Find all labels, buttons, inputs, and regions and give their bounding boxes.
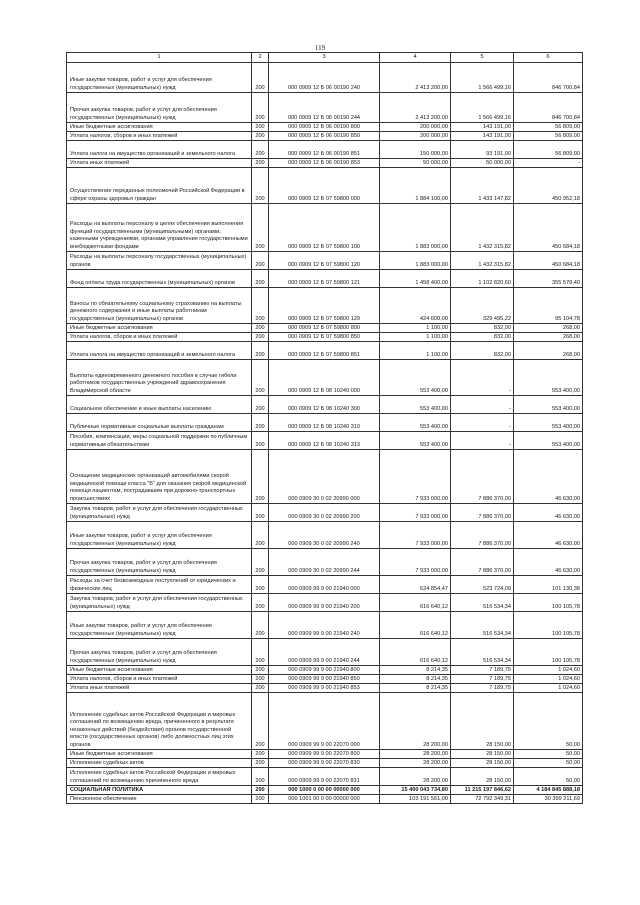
cell-fact: 832,00	[451, 324, 514, 333]
table-row	[67, 324, 583, 333]
cell-kbk: 000 0909 12 Б 07 59800 851	[269, 342, 380, 360]
cell-rest: 268,00	[514, 333, 583, 342]
cell-code: 200	[252, 432, 269, 450]
cell-name: Прочая закупка товаров, работ и услуг для обеспечения государственных (муниципальных) нужд	[67, 549, 252, 576]
cell-rest: 450 684,18	[514, 252, 583, 270]
cell-rest: 553 400,00	[514, 396, 583, 414]
cell-plan: 28 200,00	[380, 693, 451, 750]
cell-name: Исполнение судебных актов Российской Федерации и мировых соглашений по возмещению вреда, причиненного в результате незаконных действий (бездействия) органов государственной власти (государственных органов) либо должностных лиц этих органов	[67, 693, 252, 750]
table-row	[67, 132, 583, 141]
cell-name: Уплата налогов, сборов и иных платежей	[67, 675, 252, 684]
cell-kbk: 000 0909 30 0 02 20990 200	[269, 504, 380, 522]
cell-kbk: 000 0909 30 0 02 20990 000	[269, 450, 380, 504]
cell-rest: 95 104,78	[514, 288, 583, 324]
cell-rest: 355 579,40	[514, 270, 583, 288]
cell-fact: 28 150,00	[451, 759, 514, 768]
cell-code: 200	[252, 594, 269, 612]
cell-rest: 553 400,00	[514, 432, 583, 450]
budget-execution-table	[66, 52, 583, 804]
cell-name: Исполнение судебных актов	[67, 759, 252, 768]
table-row	[67, 675, 583, 684]
cell-name: Иные закупки товаров, работ и услуг для обеспечения государственных (муниципальных) нужд	[67, 522, 252, 549]
cell-code: 200	[252, 123, 269, 132]
table-row	[67, 141, 583, 159]
cell-kbk: 000 0909 12 Б 08 10240 000	[269, 360, 380, 396]
page-number: 119	[314, 44, 326, 52]
cell-name: Иные бюджетные ассигнования	[67, 324, 252, 333]
cell-name: Расходы на выплаты персоналу в целях обеспечения выполнения функций государственными (муниципальными) органами, казенными учреждениями, органами управления государственными внебюджетными фондами	[67, 204, 252, 252]
cell-name: Выплаты единовременного денежного пособия в случае гибели работников государственных учреждений здравоохранения Владимирской области	[67, 360, 252, 396]
cell-rest: 56 809,00	[514, 132, 583, 141]
cell-name: Взносы по обязательному социальному страхованию на выплаты денежного содержания и иные выплаты работникам государственных (муниципальных) органов	[67, 288, 252, 324]
cell-fact: 1 566 499,16	[451, 63, 514, 93]
cell-code: 200	[252, 168, 269, 204]
cell-kbk: 000 0909 12 Б 06 00190 244	[269, 93, 380, 123]
cell-rest: 268,00	[514, 324, 583, 333]
table-row	[67, 123, 583, 132]
cell-code: 200	[252, 795, 269, 804]
cell-fact: 7 189,75	[451, 684, 514, 693]
cell-code: 200	[252, 204, 269, 252]
cell-name: Социальное обеспечение и иные выплаты населению	[67, 396, 252, 414]
cell-plan: 1 883 000,00	[380, 252, 451, 270]
cell-kbk: 000 0909 12 Б 06 00190 851	[269, 141, 380, 159]
cell-plan: 200 000,00	[380, 132, 451, 141]
cell-kbk: 000 0909 99 9 00 21940 000	[269, 576, 380, 594]
cell-rest: 553 400,00	[514, 414, 583, 432]
cell-fact: -	[451, 414, 514, 432]
cell-rest: 100 105,78	[514, 612, 583, 639]
cell-plan: 2 413 200,00	[380, 93, 451, 123]
cell-plan: 1 884 100,00	[380, 168, 451, 204]
cell-fact: 516 534,34	[451, 639, 514, 666]
table-row	[67, 360, 583, 396]
cell-code: 200	[252, 324, 269, 333]
cell-rest: 50,00	[514, 750, 583, 759]
cell-name: Прочая закупка товаров, работ и услуг для обеспечения государственных (муниципальных) нужд	[67, 639, 252, 666]
cell-rest: 50,00	[514, 693, 583, 750]
cell-rest: 50,00	[514, 759, 583, 768]
cell-rest: 100 105,78	[514, 594, 583, 612]
cell-plan: 424 600,00	[380, 288, 451, 324]
cell-kbk: 000 0909 12 Б 07 59800 129	[269, 288, 380, 324]
column-header: 1	[67, 53, 252, 63]
cell-name: Иные закупки товаров, работ и услуг для обеспечения государственных (муниципальных) нужд	[67, 612, 252, 639]
table-row	[67, 432, 583, 450]
cell-plan: 15 400 043 734,80	[380, 786, 451, 795]
cell-rest: 846 700,84	[514, 93, 583, 123]
cell-plan: 1 100,00	[380, 333, 451, 342]
cell-fact: 1 566 499,16	[451, 93, 514, 123]
column-header: 2	[252, 53, 269, 63]
cell-name: Уплата иных платежей	[67, 159, 252, 168]
cell-kbk: 000 0909 12 Б 08 10240 310	[269, 414, 380, 432]
cell-rest: -	[514, 159, 583, 168]
column-header: 5	[451, 53, 514, 63]
cell-code: 200	[252, 132, 269, 141]
cell-kbk: 000 0909 99 9 00 22070 831	[269, 768, 380, 786]
table-row	[67, 522, 583, 549]
cell-fact: 516 534,34	[451, 612, 514, 639]
cell-rest: 450 952,18	[514, 168, 583, 204]
cell-kbk: 000 0909 99 9 00 22070 000	[269, 693, 380, 750]
cell-kbk: 000 1000 0 00 00 00000 000	[269, 786, 380, 795]
cell-rest: 1 024,60	[514, 666, 583, 675]
cell-name: Публичные нормативные социальные выплаты гражданам	[67, 414, 252, 432]
cell-code: 200	[252, 504, 269, 522]
table-row	[67, 750, 583, 759]
cell-code: 200	[252, 396, 269, 414]
cell-plan: 616 640,12	[380, 639, 451, 666]
cell-fact: 7 886 370,00	[451, 450, 514, 504]
table-row	[67, 204, 583, 252]
cell-plan: 28 200,00	[380, 750, 451, 759]
cell-code: 200	[252, 786, 269, 795]
table-row	[67, 576, 583, 594]
cell-plan: 7 933 000,00	[380, 522, 451, 549]
table-row	[67, 252, 583, 270]
cell-plan: 1 100,00	[380, 342, 451, 360]
table-row	[67, 684, 583, 693]
cell-plan: 1 458 400,00	[380, 270, 451, 288]
cell-code: 200	[252, 639, 269, 666]
table-row	[67, 549, 583, 576]
column-header: 4	[380, 53, 451, 63]
cell-fact: -	[451, 360, 514, 396]
cell-plan: 616 640,12	[380, 612, 451, 639]
cell-fact: 7 886 370,00	[451, 522, 514, 549]
table-row	[67, 594, 583, 612]
cell-rest: 1 024,60	[514, 684, 583, 693]
column-header: 3	[269, 53, 380, 63]
cell-kbk: 000 0909 99 9 00 21940 853	[269, 684, 380, 693]
cell-kbk: 000 0909 12 Б 07 59800 000	[269, 168, 380, 204]
cell-code: 200	[252, 360, 269, 396]
cell-rest: 46 630,00	[514, 504, 583, 522]
cell-rest: 101 130,38	[514, 576, 583, 594]
cell-fact: 516 534,34	[451, 594, 514, 612]
cell-plan: 7 933 000,00	[380, 504, 451, 522]
cell-kbk: 000 0909 12 Б 07 59800 120	[269, 252, 380, 270]
cell-fact: 11 215 197 846,62	[451, 786, 514, 795]
cell-plan: 616 640,12	[380, 594, 451, 612]
table-row	[67, 768, 583, 786]
cell-code: 200	[252, 414, 269, 432]
cell-code: 200	[252, 450, 269, 504]
cell-name: Уплата иных платежей	[67, 684, 252, 693]
cell-code: 200	[252, 684, 269, 693]
table-row	[67, 333, 583, 342]
cell-code: 200	[252, 666, 269, 675]
cell-name: Уплата налогов, сборов и иных платежей	[67, 333, 252, 342]
cell-name: Иные бюджетные ассигнования	[67, 750, 252, 759]
cell-fact: 93 191,00	[451, 141, 514, 159]
cell-name: Исполнение судебных актов Российской Федерации и мировых соглашений по возмещению причиненного вреда	[67, 768, 252, 786]
table-row	[67, 159, 583, 168]
cell-plan: 8 214,35	[380, 666, 451, 675]
cell-plan: 553 400,00	[380, 396, 451, 414]
cell-code: 200	[252, 768, 269, 786]
cell-code: 200	[252, 759, 269, 768]
table-row	[67, 504, 583, 522]
cell-plan: 8 214,35	[380, 684, 451, 693]
cell-name: Уплата налога на имущество организаций и земельного налога	[67, 141, 252, 159]
cell-kbk: 000 0909 30 0 02 20990 244	[269, 549, 380, 576]
cell-rest: 56 809,00	[514, 141, 583, 159]
cell-code: 200	[252, 333, 269, 342]
cell-rest: 846 700,84	[514, 63, 583, 93]
cell-plan: 553 400,00	[380, 432, 451, 450]
cell-plan: 150 000,00	[380, 141, 451, 159]
cell-rest: 46 630,00	[514, 549, 583, 576]
cell-fact: 523 724,09	[451, 576, 514, 594]
cell-plan: 28 200,00	[380, 759, 451, 768]
cell-kbk: 000 0909 99 9 00 22070 830	[269, 759, 380, 768]
cell-rest: 30 399 211,69	[514, 795, 583, 804]
cell-plan: 200 000,00	[380, 123, 451, 132]
cell-code: 200	[252, 612, 269, 639]
cell-kbk: 000 1001 00 0 00 00000 000	[269, 795, 380, 804]
cell-code: 200	[252, 141, 269, 159]
cell-fact: 143 191,00	[451, 123, 514, 132]
cell-fact: 143 191,00	[451, 132, 514, 141]
cell-plan: 553 400,00	[380, 360, 451, 396]
table-row	[67, 63, 583, 93]
cell-name: Пенсионное обеспечение	[67, 795, 252, 804]
cell-name: СОЦИАЛЬНАЯ ПОЛИТИКА	[67, 786, 252, 795]
cell-code: 200	[252, 159, 269, 168]
cell-kbk: 000 0909 99 9 00 21940 240	[269, 612, 380, 639]
cell-kbk: 000 0909 12 Б 06 00190 800	[269, 123, 380, 132]
cell-fact: 28 150,00	[451, 693, 514, 750]
table-row	[67, 342, 583, 360]
cell-rest: 268,00	[514, 342, 583, 360]
table-row	[67, 693, 583, 750]
cell-code: 200	[252, 576, 269, 594]
cell-rest: 56 809,00	[514, 123, 583, 132]
cell-fact: 1 432 315,82	[451, 252, 514, 270]
cell-rest: 46 630,00	[514, 522, 583, 549]
cell-fact: 50 000,00	[451, 159, 514, 168]
cell-plan: 553 400,00	[380, 414, 451, 432]
cell-fact: 1 432 315,82	[451, 204, 514, 252]
table-row	[67, 396, 583, 414]
cell-rest: 450 684,18	[514, 204, 583, 252]
cell-fact: 1 433 147,82	[451, 168, 514, 204]
cell-plan: 7 933 000,00	[380, 549, 451, 576]
cell-plan: 1 883 000,00	[380, 204, 451, 252]
cell-fact: 832,00	[451, 342, 514, 360]
cell-fact: -	[451, 432, 514, 450]
cell-fact: 1 102 820,60	[451, 270, 514, 288]
cell-kbk: 000 0909 12 Б 06 00190 850	[269, 132, 380, 141]
cell-kbk: 000 0909 99 9 00 22070 800	[269, 750, 380, 759]
cell-code: 200	[252, 342, 269, 360]
cell-fact: 28 150,00	[451, 750, 514, 759]
cell-fact: 7 886 370,00	[451, 549, 514, 576]
cell-plan: 7 933 000,00	[380, 450, 451, 504]
cell-code: 200	[252, 63, 269, 93]
cell-plan: 50 000,00	[380, 159, 451, 168]
cell-name: Иные бюджетные ассигнования	[67, 123, 252, 132]
cell-fact: 832,00	[451, 333, 514, 342]
cell-rest: 46 630,00	[514, 450, 583, 504]
cell-kbk: 000 0909 30 0 02 20990 240	[269, 522, 380, 549]
cell-rest: 50,00	[514, 768, 583, 786]
cell-code: 200	[252, 549, 269, 576]
cell-fact: 329 495,22	[451, 288, 514, 324]
cell-name: Осуществление переданных полномочий Российской Федерации в сфере охраны здоровья граждан	[67, 168, 252, 204]
cell-name: Расходы за счет безвозмездных поступлений от юридических и физических лиц	[67, 576, 252, 594]
cell-name: Уплата налога на имущество организаций и земельного налога	[67, 342, 252, 360]
cell-kbk: 000 0909 12 Б 07 59800 850	[269, 333, 380, 342]
cell-code: 200	[252, 252, 269, 270]
cell-kbk: 000 0909 99 9 00 21940 800	[269, 666, 380, 675]
cell-plan: 2 413 200,00	[380, 63, 451, 93]
table-row	[67, 666, 583, 675]
cell-name: Прочая закупка товаров, работ и услуг для обеспечения государственных (муниципальных) нужд	[67, 93, 252, 123]
column-number-row	[67, 53, 583, 63]
table-row	[67, 288, 583, 324]
cell-name: Оснащение медицинских организаций автомобилями скорой медицинской помощи класса "Б" для оказания скорой медицинской помощи пациентам, пострадавшим при дорожно-транспортных происшествиях	[67, 450, 252, 504]
cell-fact: -	[451, 396, 514, 414]
cell-kbk: 000 0909 99 9 00 21940 850	[269, 675, 380, 684]
table-row	[67, 786, 583, 795]
cell-plan: 1 100,00	[380, 324, 451, 333]
cell-kbk: 000 0909 99 9 00 21940 244	[269, 639, 380, 666]
cell-kbk: 000 0909 99 9 00 21940 200	[269, 594, 380, 612]
cell-kbk: 000 0909 12 Б 07 59800 800	[269, 324, 380, 333]
cell-plan: 624 854,47	[380, 576, 451, 594]
table-row	[67, 93, 583, 123]
cell-fact: 7 189,75	[451, 666, 514, 675]
cell-plan: 28 200,00	[380, 768, 451, 786]
table-row	[67, 450, 583, 504]
table-row	[67, 759, 583, 768]
cell-fact: 28 150,00	[451, 768, 514, 786]
cell-rest: 553 400,00	[514, 360, 583, 396]
cell-fact: 7 189,75	[451, 675, 514, 684]
cell-name: Закупка товаров, работ и услуг для обеспечения государственных (муниципальных) нужд	[67, 594, 252, 612]
cell-rest: 1 024,60	[514, 675, 583, 684]
table-row	[67, 168, 583, 204]
cell-kbk: 000 0909 12 Б 08 10240 300	[269, 396, 380, 414]
table-row	[67, 414, 583, 432]
cell-name: Иные закупки товаров, работ и услуг для обеспечения государственных (муниципальных) нужд	[67, 63, 252, 93]
cell-name: Иные бюджетные ассигнования	[67, 666, 252, 675]
cell-code: 200	[252, 522, 269, 549]
cell-fact: 72 792 349,31	[451, 795, 514, 804]
cell-rest: 100 105,78	[514, 639, 583, 666]
cell-plan: 8 214,35	[380, 675, 451, 684]
cell-kbk: 000 0909 12 Б 06 00190 240	[269, 63, 380, 93]
cell-plan: 103 191 561,00	[380, 795, 451, 804]
cell-code: 200	[252, 270, 269, 288]
table-row	[67, 639, 583, 666]
cell-code: 200	[252, 288, 269, 324]
cell-kbk: 000 0909 12 Б 07 59800 121	[269, 270, 380, 288]
cell-fact: 7 886 370,00	[451, 504, 514, 522]
cell-code: 200	[252, 693, 269, 750]
cell-name: Фонд оплаты труда государственных (муниципальных) органов	[67, 270, 252, 288]
cell-name: Пособия, компенсации, меры социальной поддержки по публичным нормативным обязательствам	[67, 432, 252, 450]
cell-code: 200	[252, 675, 269, 684]
table-row	[67, 270, 583, 288]
cell-name: Закупка товаров, работ и услуг для обеспечения государственных (муниципальных) нужд	[67, 504, 252, 522]
cell-kbk: 000 0909 12 Б 08 10240 313	[269, 432, 380, 450]
table-row	[67, 612, 583, 639]
cell-rest: 4 184 845 888,18	[514, 786, 583, 795]
column-header: 6	[514, 53, 583, 63]
table-row	[67, 795, 583, 804]
cell-name: Уплата налогов, сборов и иных платежей	[67, 132, 252, 141]
cell-kbk: 000 0909 12 Б 06 00190 853	[269, 159, 380, 168]
cell-code: 200	[252, 750, 269, 759]
cell-kbk: 000 0909 12 Б 07 59800 100	[269, 204, 380, 252]
cell-code: 200	[252, 93, 269, 123]
cell-name: Расходы на выплаты персоналу государственных (муниципальных) органов	[67, 252, 252, 270]
